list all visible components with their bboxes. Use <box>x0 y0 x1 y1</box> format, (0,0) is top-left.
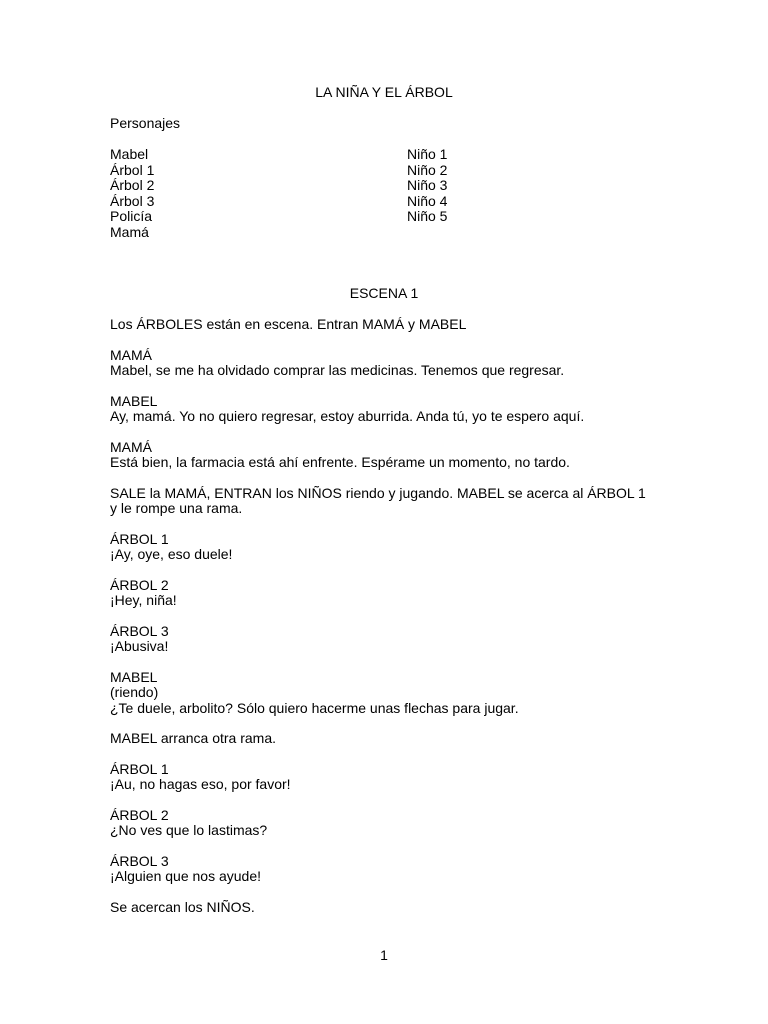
scene-heading: ESCENA 1 <box>349 285 419 301</box>
characters-heading <box>110 116 670 132</box>
script-line: ¡Au, no hagas eso, por favor! <box>110 776 291 792</box>
script-line: ÁRBOL 1 <box>110 530 169 547</box>
character-name: Mabel <box>110 146 149 162</box>
character-name: Árbol 3 <box>110 192 155 209</box>
character-name: Policía <box>110 208 153 224</box>
script-line: SALE la MAMÁ, ENTRAN los NIÑOS riendo y jugando. MABEL se acerca al ÁRBOL 1 <box>110 484 646 501</box>
script-line: ÁRBOL 3 <box>110 622 169 639</box>
character-name: Árbol 2 <box>110 177 155 193</box>
script-line: Ay, mamá. Yo no quiero regresar, estoy aburrida. Anda tú, yo te espero aquí. <box>110 408 585 424</box>
script-body <box>110 317 670 930</box>
character-name: Niño 5 <box>407 208 448 224</box>
script-line: ÁRBOL 2 <box>110 806 169 823</box>
script-block <box>110 731 670 747</box>
script-line: MABEL arranca otra rama. <box>110 730 276 746</box>
character-name: Árbol 1 <box>110 161 155 178</box>
script-block <box>110 486 670 517</box>
play-title: LA NIÑA Y EL ÁRBOL <box>315 84 453 100</box>
script-line: Los ÁRBOLES están en escena. Entran MAMÁ y MABEL <box>110 316 467 332</box>
script-block <box>110 440 670 471</box>
script-line: MAMÁ <box>110 438 152 455</box>
character-name: Niño 4 <box>407 192 448 209</box>
script-line: ¿Te duele, arbolito? Sólo quiero hacerme unas flechas para jugar. <box>110 699 519 716</box>
character-name: Mamá <box>110 223 149 240</box>
script-line: ¡Hey, niña! <box>110 592 177 608</box>
script-line: ¡Abusiva! <box>110 638 169 654</box>
character-name: Niño 1 <box>407 146 448 162</box>
characters-heading-text: Personajes <box>110 115 181 131</box>
script-line: ÁRBOL 3 <box>110 852 169 869</box>
character-name: Niño 3 <box>407 177 448 193</box>
script-line: MABEL <box>110 392 158 409</box>
script-block <box>110 854 670 885</box>
script-block <box>110 624 670 655</box>
characters-list-right <box>407 147 447 225</box>
script-line: ¡Ay, oye, eso duele! <box>110 546 233 562</box>
script-line: MAMÁ <box>110 346 152 363</box>
script-line: Se acercan los NIÑOS. <box>110 898 255 915</box>
script-block <box>110 348 670 379</box>
script-line: ÁRBOL 2 <box>110 576 169 593</box>
script-block <box>110 762 670 793</box>
script-line: ¿No ves que lo lastimas? <box>110 822 268 838</box>
page-number: 1 <box>380 947 388 963</box>
script-line: (riendo) <box>110 684 159 700</box>
script-block <box>110 578 670 609</box>
script-line: MABEL <box>110 668 158 685</box>
script-block <box>110 808 670 839</box>
script-line: Mabel, se me ha olvidado comprar las medicinas. Tenemos que regresar. <box>110 362 565 378</box>
characters-list-left <box>110 147 154 240</box>
script-block <box>110 670 670 717</box>
script-block <box>110 317 670 333</box>
script-block <box>110 394 670 425</box>
script-block <box>110 900 670 916</box>
character-name: Niño 2 <box>407 161 448 178</box>
script-block <box>110 532 670 563</box>
script-line: Está bien, la farmacia está ahí enfrente. Espérame un momento, no tardo. <box>110 454 570 470</box>
script-line: ÁRBOL 1 <box>110 760 169 777</box>
script-line: ¡Alguien que nos ayude! <box>110 868 261 884</box>
script-line: y le rompe una rama. <box>110 500 243 516</box>
